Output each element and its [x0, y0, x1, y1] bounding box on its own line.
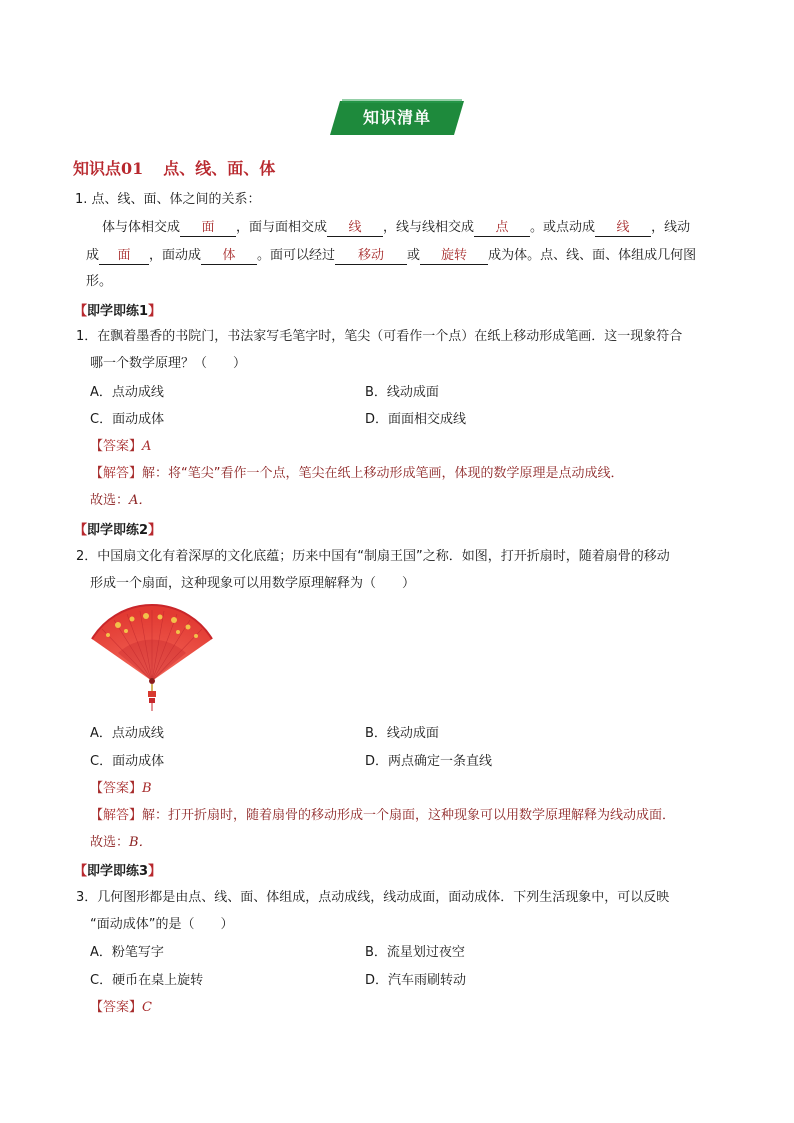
answer-value: B: [142, 781, 152, 796]
q1-option-a: A．点动成线: [90, 385, 164, 400]
q2-choice: [90, 833, 152, 853]
text-run: 。或点动成: [530, 220, 596, 235]
solution-text: 解：打开折扇时，随着扇骨的移动形成一个扇面，这种现象可以用数学原理解释为线动成面．: [142, 808, 676, 823]
q1-solution: [90, 464, 624, 484]
answer-label: 【答案】: [90, 781, 143, 796]
intro-line-2: [86, 246, 696, 266]
solution-label: 【解答】: [90, 808, 143, 823]
text-run: 成: [86, 248, 100, 263]
q1-option-d: D．面面相交成线: [365, 412, 467, 427]
section-banner: [330, 99, 464, 137]
q1-option-c: C．面动成体: [90, 412, 165, 427]
q3-stem-line-2: “面动成体”的是（ ）: [90, 917, 234, 932]
q2-answer: [90, 779, 152, 799]
intro-line-3: 形。: [86, 274, 113, 289]
section-subtitle: 点、线、面、体: [163, 159, 276, 178]
q2-option-b: B．线动成面: [365, 726, 439, 741]
q1-answer: [90, 437, 151, 457]
solution-label: 【解答】: [90, 466, 143, 481]
q2-stem-line-1: 2．中国扇文化有着深厚的文化底蕴；历来中国有“制扇王国”之称．如图，打开折扇时，随着扇骨的移动: [76, 549, 670, 564]
q2-option-d: D．两点确定一条直线: [365, 754, 493, 769]
fill-blank: 面: [180, 220, 236, 237]
practice-number: 3: [139, 864, 149, 879]
practice-label: 即学即练: [87, 304, 140, 319]
answer-label: 【答案】: [90, 439, 143, 454]
text-run: 成为体。点、线、面、体组成几何图: [488, 248, 697, 263]
text-run: 。面可以经过: [257, 248, 336, 263]
q3-option-c: C．硬币在桌上旋转: [90, 973, 204, 988]
choice-label: 故选：: [90, 493, 130, 508]
fill-blank: 线: [595, 220, 651, 237]
practice-label: 即学即练: [87, 523, 140, 538]
practice-tag-3: 【即学即练3】: [74, 864, 162, 879]
practice-label: 即学即练: [87, 864, 140, 879]
solution-text: 解：将“笔尖”看作一个点，笔尖在纸上移动形成笔画，体现的数学原理是点动成线．: [142, 466, 624, 481]
intro-heading: 1. 点、线、面、体之间的关系：: [75, 192, 261, 207]
text-run: 或: [407, 248, 421, 263]
q2-option-a: A．点动成线: [90, 726, 164, 741]
practice-tag-2: 【即学即练2】: [74, 523, 162, 538]
practice-tag-1: 【即学即练1】: [74, 304, 162, 319]
q1-option-b: B．线动成面: [365, 385, 439, 400]
q3-option-a: A．粉笔写字: [90, 945, 164, 960]
fill-blank: 移动: [335, 248, 407, 265]
choice-label: 故选：: [90, 835, 130, 850]
q3-stem-line-1: 3．几何图形都是由点、线、面、体组成，点动成线，线动成面，面动成体．下列生活现象中，可以反映: [76, 890, 670, 905]
practice-number: 2: [139, 523, 149, 538]
intro-line-1: [102, 218, 690, 238]
fill-blank: 旋转: [420, 248, 488, 265]
choice-value: A．: [129, 493, 152, 508]
q1-stem-line-1: 1．在飘着墨香的书院门，书法家写毛笔字时，笔尖（可看作一个点）在纸上移动形成笔画．这一现象符合: [76, 329, 683, 344]
text-run: ，面与面相交成: [236, 220, 328, 235]
q1-choice: [90, 491, 151, 511]
answer-value: A: [142, 439, 152, 454]
section-number: 知识点01: [73, 159, 144, 178]
answer-value: C: [142, 1000, 152, 1015]
q3-answer: [90, 998, 152, 1018]
text-run: ，面动成: [149, 248, 202, 263]
fill-blank: 面: [99, 248, 149, 265]
q2-solution: [90, 806, 675, 826]
q2-stem-line-2: 形成一个扇面，这种现象可以用数学原理解释为（ ）: [90, 576, 416, 591]
fill-blank: 点: [474, 220, 530, 237]
text-run: ，线与线相交成: [383, 220, 475, 235]
banner-title: 知识清单: [362, 108, 431, 127]
q1-stem-line-2: 哪一个数学原理？（ ）: [90, 356, 247, 371]
section-title: [73, 156, 275, 179]
q3-option-d: D．汽车雨刷转动: [365, 973, 467, 988]
q2-option-c: C．面动成体: [90, 754, 165, 769]
fill-blank: 体: [201, 248, 257, 265]
q3-option-b: B．流星划过夜空: [365, 945, 465, 960]
choice-value: B．: [129, 835, 152, 850]
text-run: 体与体相交成: [102, 220, 181, 235]
fill-blank: 线: [327, 220, 383, 237]
practice-number: 1: [139, 304, 149, 319]
folding-fan-image: [88, 603, 216, 713]
text-run: ，线动: [651, 220, 691, 235]
answer-label: 【答案】: [90, 1000, 143, 1015]
